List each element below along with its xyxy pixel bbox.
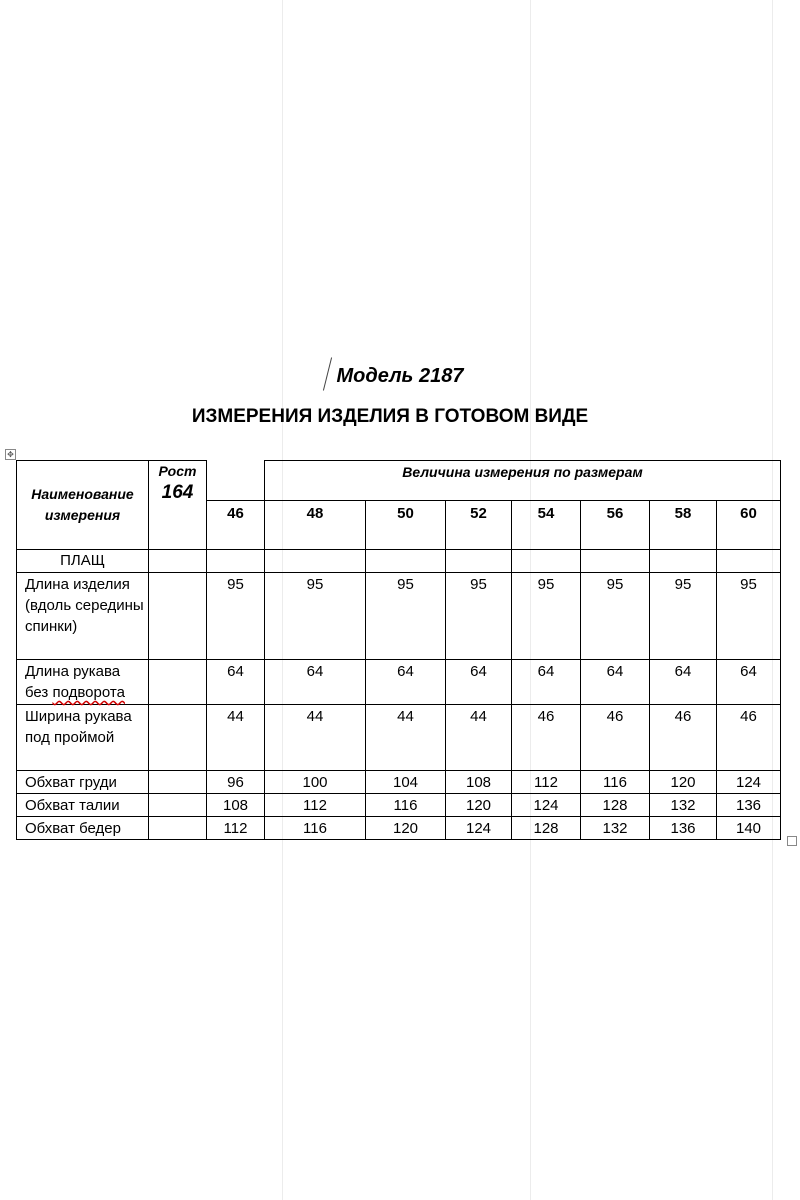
value-cell: 95 (650, 573, 717, 660)
spellcheck-word: подворота (52, 684, 125, 701)
height-cell (149, 794, 207, 817)
empty-cell (149, 550, 207, 573)
value-cell: 116 (366, 794, 446, 817)
value-cell: 46 (650, 705, 717, 771)
empty-cell (512, 550, 581, 573)
value-cell: 64 (581, 660, 650, 705)
table-move-handle-icon[interactable]: ✥ (5, 449, 16, 460)
value-cell: 136 (717, 794, 781, 817)
value-cell: 64 (717, 660, 781, 705)
value-cell: 128 (512, 817, 581, 840)
row-label: Длина изделия (вдоль середины спинки) (17, 573, 149, 660)
value-cell: 95 (207, 573, 265, 660)
value-cell: 100 (265, 771, 366, 794)
table-row (17, 573, 781, 660)
value-cell: 120 (446, 794, 512, 817)
row-label: Обхват талии (17, 794, 149, 817)
value-cell: 46 (717, 705, 781, 771)
row-label: Ширина рукава под проймой (17, 705, 149, 771)
value-cell: 120 (650, 771, 717, 794)
value-cell: 44 (366, 705, 446, 771)
value-cell: 64 (512, 660, 581, 705)
value-cell: 95 (581, 573, 650, 660)
value-cell: 64 (446, 660, 512, 705)
size-header: 48 (265, 501, 366, 550)
slash-mark (323, 357, 332, 390)
value-cell: 128 (581, 794, 650, 817)
size-header: 58 (650, 501, 717, 550)
value-cell: 95 (446, 573, 512, 660)
value-cell: 140 (717, 817, 781, 840)
value-cell: 108 (446, 771, 512, 794)
table-row (17, 705, 781, 771)
value-cell: 112 (265, 794, 366, 817)
size-header: 46 (207, 501, 265, 550)
value-cell: 132 (581, 817, 650, 840)
empty-cell (366, 550, 446, 573)
empty-cell (581, 550, 650, 573)
value-cell: 124 (717, 771, 781, 794)
value-cell: 120 (366, 817, 446, 840)
model-title: Модель 2187 (0, 365, 800, 388)
empty-cell (717, 550, 781, 573)
height-cell (149, 573, 207, 660)
value-cell: 112 (207, 817, 265, 840)
value-cell: 124 (512, 794, 581, 817)
size-header: 54 (512, 501, 581, 550)
value-cell: 64 (207, 660, 265, 705)
value-cell: 46 (512, 705, 581, 771)
value-cell: 64 (265, 660, 366, 705)
value-cell: 95 (717, 573, 781, 660)
table-row (17, 817, 781, 840)
measurement-name-header: Наименование измерения (17, 461, 149, 550)
value-cell: 95 (265, 573, 366, 660)
value-cell: 116 (265, 817, 366, 840)
value-cell: 136 (650, 817, 717, 840)
value-cell: 96 (207, 771, 265, 794)
height-cell (149, 771, 207, 794)
value-cell: 64 (366, 660, 446, 705)
blank-header-cell (207, 461, 265, 501)
row-label: Обхват бедер (17, 817, 149, 840)
value-cell: 112 (512, 771, 581, 794)
group-label: ПЛАЩ (17, 550, 149, 573)
document-subtitle: ИЗМЕРЕНИЯ ИЗДЕЛИЯ В ГОТОВОМ ВИДЕ (191, 406, 589, 427)
empty-cell (265, 550, 366, 573)
value-cell: 44 (446, 705, 512, 771)
value-cell: 95 (366, 573, 446, 660)
value-cell: 116 (581, 771, 650, 794)
value-cell: 95 (512, 573, 581, 660)
value-cell: 46 (581, 705, 650, 771)
empty-cell (446, 550, 512, 573)
height-cell (149, 705, 207, 771)
empty-cell (650, 550, 717, 573)
measurements-table (16, 460, 781, 840)
height-header: Рост 164 (149, 461, 207, 550)
size-header: 50 (366, 501, 446, 550)
value-cell: 104 (366, 771, 446, 794)
value-cell: 124 (446, 817, 512, 840)
height-cell (149, 817, 207, 840)
table-row (17, 771, 781, 794)
value-cell: 132 (650, 794, 717, 817)
height-cell (149, 660, 207, 705)
row-label: Обхват груди (17, 771, 149, 794)
value-cell: 44 (207, 705, 265, 771)
value-cell: 44 (265, 705, 366, 771)
value-cell: 108 (207, 794, 265, 817)
table-row (17, 660, 781, 705)
size-header: 52 (446, 501, 512, 550)
value-cell: 64 (650, 660, 717, 705)
row-label: Длина рукава без подворота (17, 660, 149, 705)
table-resize-handle-icon[interactable] (787, 836, 797, 846)
size-header: 56 (581, 501, 650, 550)
empty-cell (207, 550, 265, 573)
table-row (17, 794, 781, 817)
size-header: 60 (717, 501, 781, 550)
sizes-header: Величина измерения по размерам (265, 461, 781, 501)
